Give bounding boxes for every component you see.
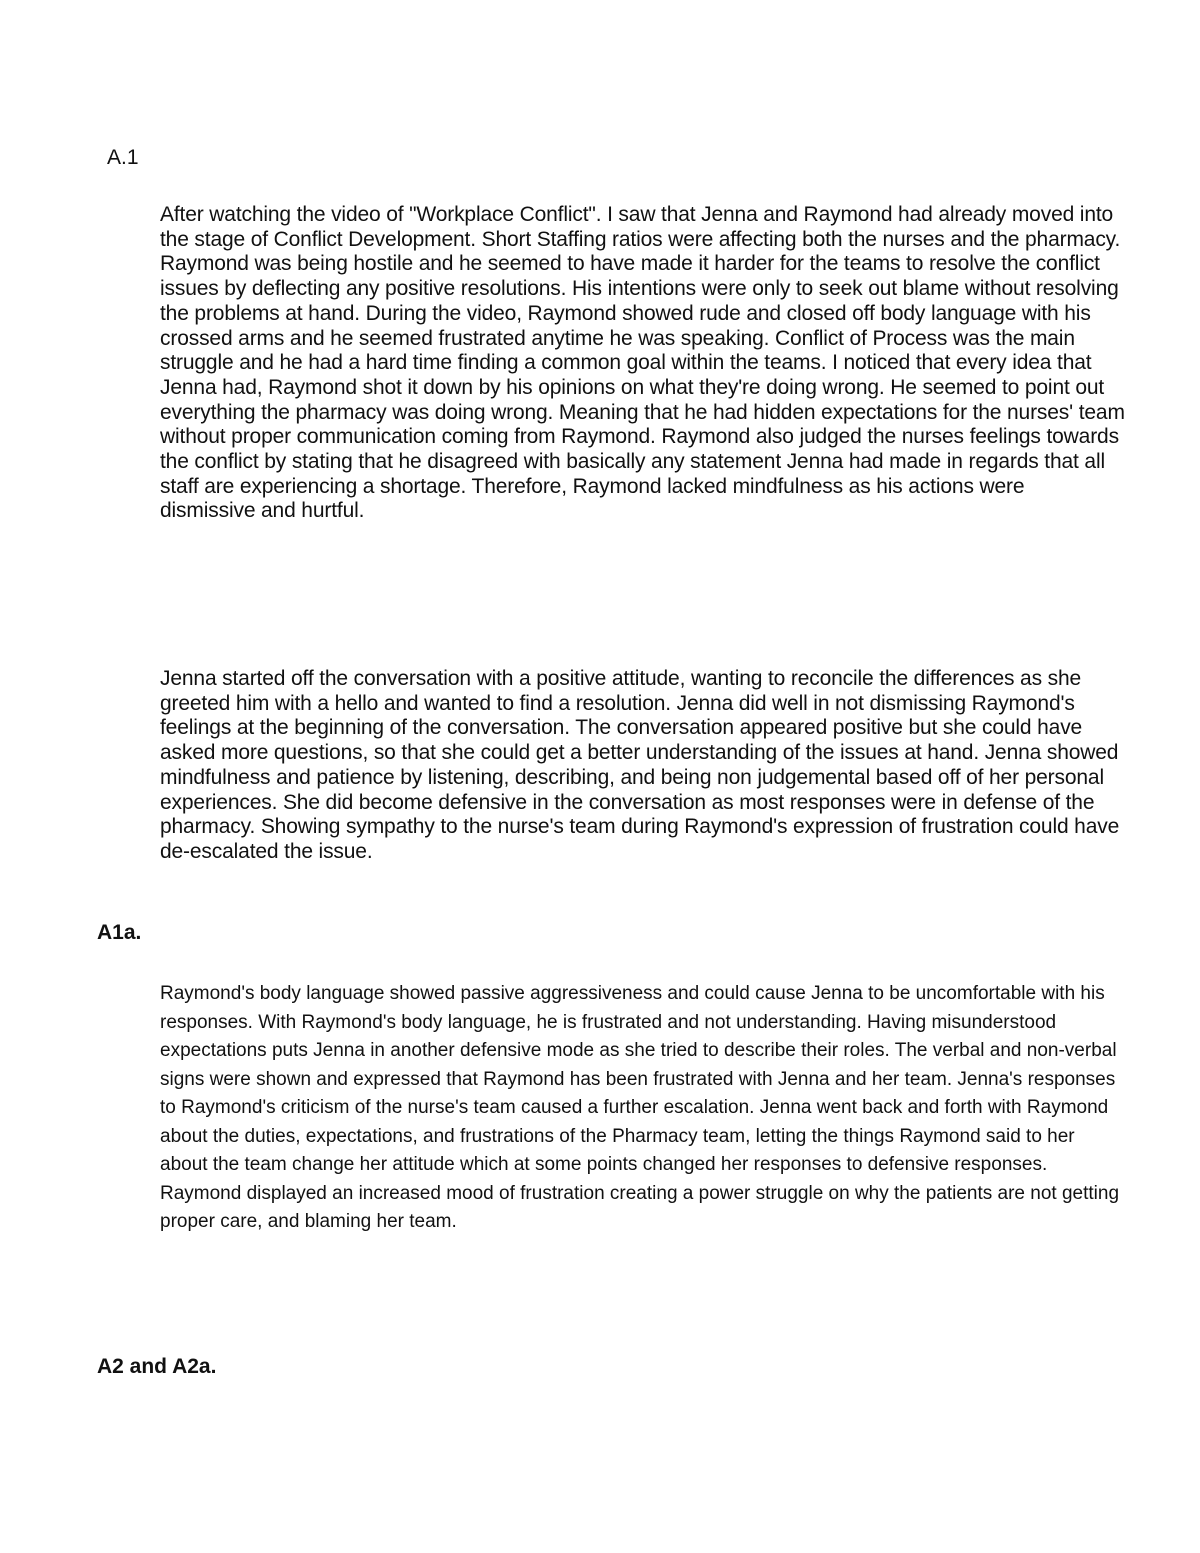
section-label: A.1 (107, 146, 139, 169)
paragraph-conflict-analysis: After watching the video of "Workplace Conflict". I saw that Jenna and Raymond had already moved into the stage of Conflict Development. Short Staffing ratios were affecting both the nurses and the pharmacy. Raymond was being hostile and he seemed to have made it harder for the teams to resolve the conflict issues by deflecting any positive resolutions. His intentions were only to seek out blame without resolving the problems at hand. During the video, Raymond showed rude and closed off body language with his crossed arms and he seemed frustrated anytime he was speaking. Conflict of Process was the main struggle and he had a hard time finding a common goal within the teams. I noticed that every idea that Jenna had, Raymond shot it down by his opinions on what they're doing wrong. He seemed to point out everything the pharmacy was doing wrong. Meaning that he had hidden expectations for the nurses' team without proper communication coming from Raymond. Raymond also judged the nurses feelings towards the conflict by stating that he disagreed with basically any statement Jenna had made in regards that all staff are experiencing a shortage. Therefore, Raymond lacked mindfulness as his actions were dismissive and hurtful. (160, 203, 1125, 523)
heading-a1a: A1a. (97, 921, 142, 944)
paragraph-jenna-response: Jenna started off the conversation with a positive attitude, wanting to reconcile the differences as she greeted him with a hello and wanted to find a resolution. Jenna did well in not dismissing Raymond's feelings at the beginning of the conversation. The conversation appeared positive but she could have asked more questions, so that she could get a better understanding of the issues at hand. Jenna showed mindfulness and patience by listening, describing, and being non judgemental based off of her personal experiences. She did become defensive in the conversation as most responses were in defense of the pharmacy. Showing sympathy to the nurse's team during Raymond's expression of frustration could have de-escalated the issue. (160, 667, 1120, 863)
paragraph-body-language: Raymond's body language showed passive aggressiveness and could cause Jenna to be uncomfortable with his responses. With Raymond's body language, he is frustrated and not understanding. Having misunderstood expectations puts Jenna in another defensive mode as she tried to describe their roles. The verbal and non-verbal signs were shown and expressed that Raymond has been frustrated with Jenna and her team. Jenna's responses to Raymond's criticism of the nurse's team caused a further escalation. Jenna went back and forth with Raymond about the duties, expectations, and frustrations of the Pharmacy team, letting the things Raymond said to her about the team change her attitude which at some points changed her responses to defensive responses. Raymond displayed an increased mood of frustration creating a power struggle on why the patients are not getting proper care, and blaming her team. (160, 983, 1120, 1232)
heading-a2-and-a2a: A2 and A2a. (97, 1355, 217, 1378)
